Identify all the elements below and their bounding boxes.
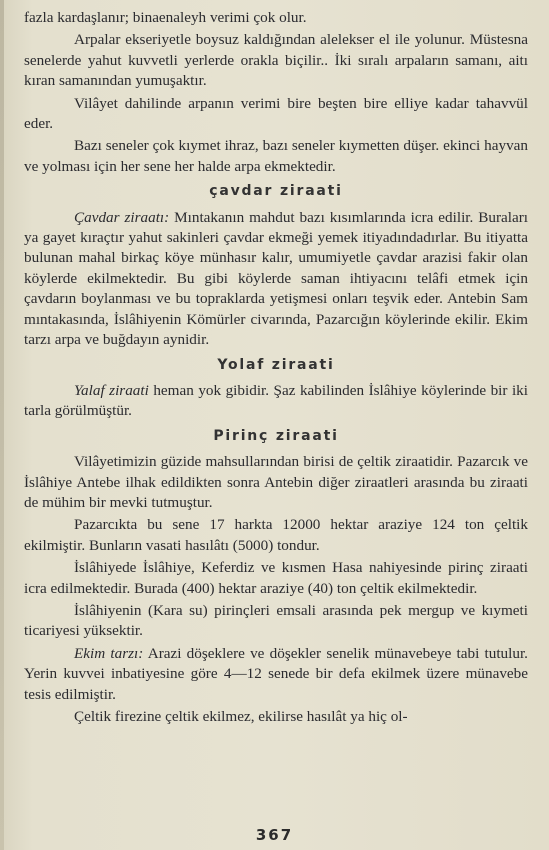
section-heading-pirinc: Pirinç ziraati [213, 427, 339, 444]
paragraph: Vilâyetimizin güzide mahsullarından birisi de çeltik ziraatidir. Pazarcık ve İslâhiye Antebe ilhak edildikten sonra Antebin diğer ziraatleri arasında bu ziraati de mühim bir mevki tutmuştur. [24, 453, 528, 511]
paragraph-ekim [24, 644, 528, 705]
page-binding-edge [0, 0, 4, 850]
paragraph-body: Mıntakanın mahdut bazı kısımlarında icra edilir. Buraları ya gayet kıraçtır yahut sakinleri çavdar ekmeği yemek itiyadındadırlar. Bu itiyatta bulunan mahal birkaç köye münhasır kalır, umumiyetle çavdar arazisi fakir olan köylerde ekilmektedir. Bu gibi köylerde saman ihtiyacını telâfi etmek için çavdarın boylanması ve bu topraklarda yetişmesi onları teşvik eder. Antebin Sam mıntakasında, İslâhiyenin Kömürler civarında, Pazarcığın köylerinde ekilir. Ekim tarzı arpa ve buğdayın aynidir. [24, 208, 528, 349]
paragraph-body: Arazi döşeklere ve döşekler senelik münavebeye tabi tutulur. Yerin kuvvei inbatiyesine göre 4—12 senede bir defa ekilmek üzere münavebe tesis edilmiştir. [24, 644, 528, 703]
paragraph-cavdar [24, 208, 528, 351]
paragraph: İslâhiyede İslâhiye, Keferdiz ve kısmen Hasa nahiyesinde pirinç ziraati icra edilmektedir. Burada (400) hektar araziye (40) ton çeltik ekilmektedir. [24, 559, 528, 597]
paragraph: İslâhiyenin (Kara su) pirinçleri emsali arasında pek mergup ve kıymeti ticariyesi yüksektir. [24, 601, 528, 640]
paragraph: Vilâyet dahilinde arpanın verimi bire beşten bire elliye kadar tahavvül eder. [24, 94, 528, 133]
section-heading-yulaf: Yolaf ziraati [217, 356, 335, 373]
paragraph: Çeltik firezine çeltik ekilmez, ekilirse hasılât ya hiç ol- [74, 708, 408, 725]
paragraph-lead: Yalaf ziraati [74, 381, 149, 399]
paragraph: fazla kardaşlanır; binaenaleyh verimi çok olur. [24, 9, 307, 26]
paragraph: Pazarcıkta bu sene 17 harkta 12000 hektar araziye 124 ton çeltik ekilmiştir. Bunların vasati hasılâtı (5000) tondur. [24, 516, 528, 554]
section-heading-cavdar: çavdar ziraati [209, 183, 343, 200]
paragraph-body: heman yok gibidir. Şaz kabilinden İslâhiye köylerinde bir iki tarla görülmüştür. [24, 381, 528, 420]
paragraph: Bazı seneler çok kıymet ihraz, bazı seneler kıymetten düşer. ekinci hayvan ve yolması için her sene her halde arpa ekmektedir. [24, 137, 528, 175]
paragraph-lead: Ekim tarzı: [74, 644, 144, 662]
page-number: 367 [255, 826, 294, 844]
paragraph: Arpalar ekseriyetle boysuz kaldığından alelekser el ile yolunur. Müstesna senelerde yahut kuvvetli yerlerde orakla biçilir.. İki sıralı arpaların samanı, aitı kıran samanından yumuşaktır. [24, 31, 528, 90]
body-text [24, 8, 528, 729]
paragraph-lead: Çavdar ziraatı: [74, 208, 170, 226]
paragraph-yulaf [24, 381, 528, 422]
